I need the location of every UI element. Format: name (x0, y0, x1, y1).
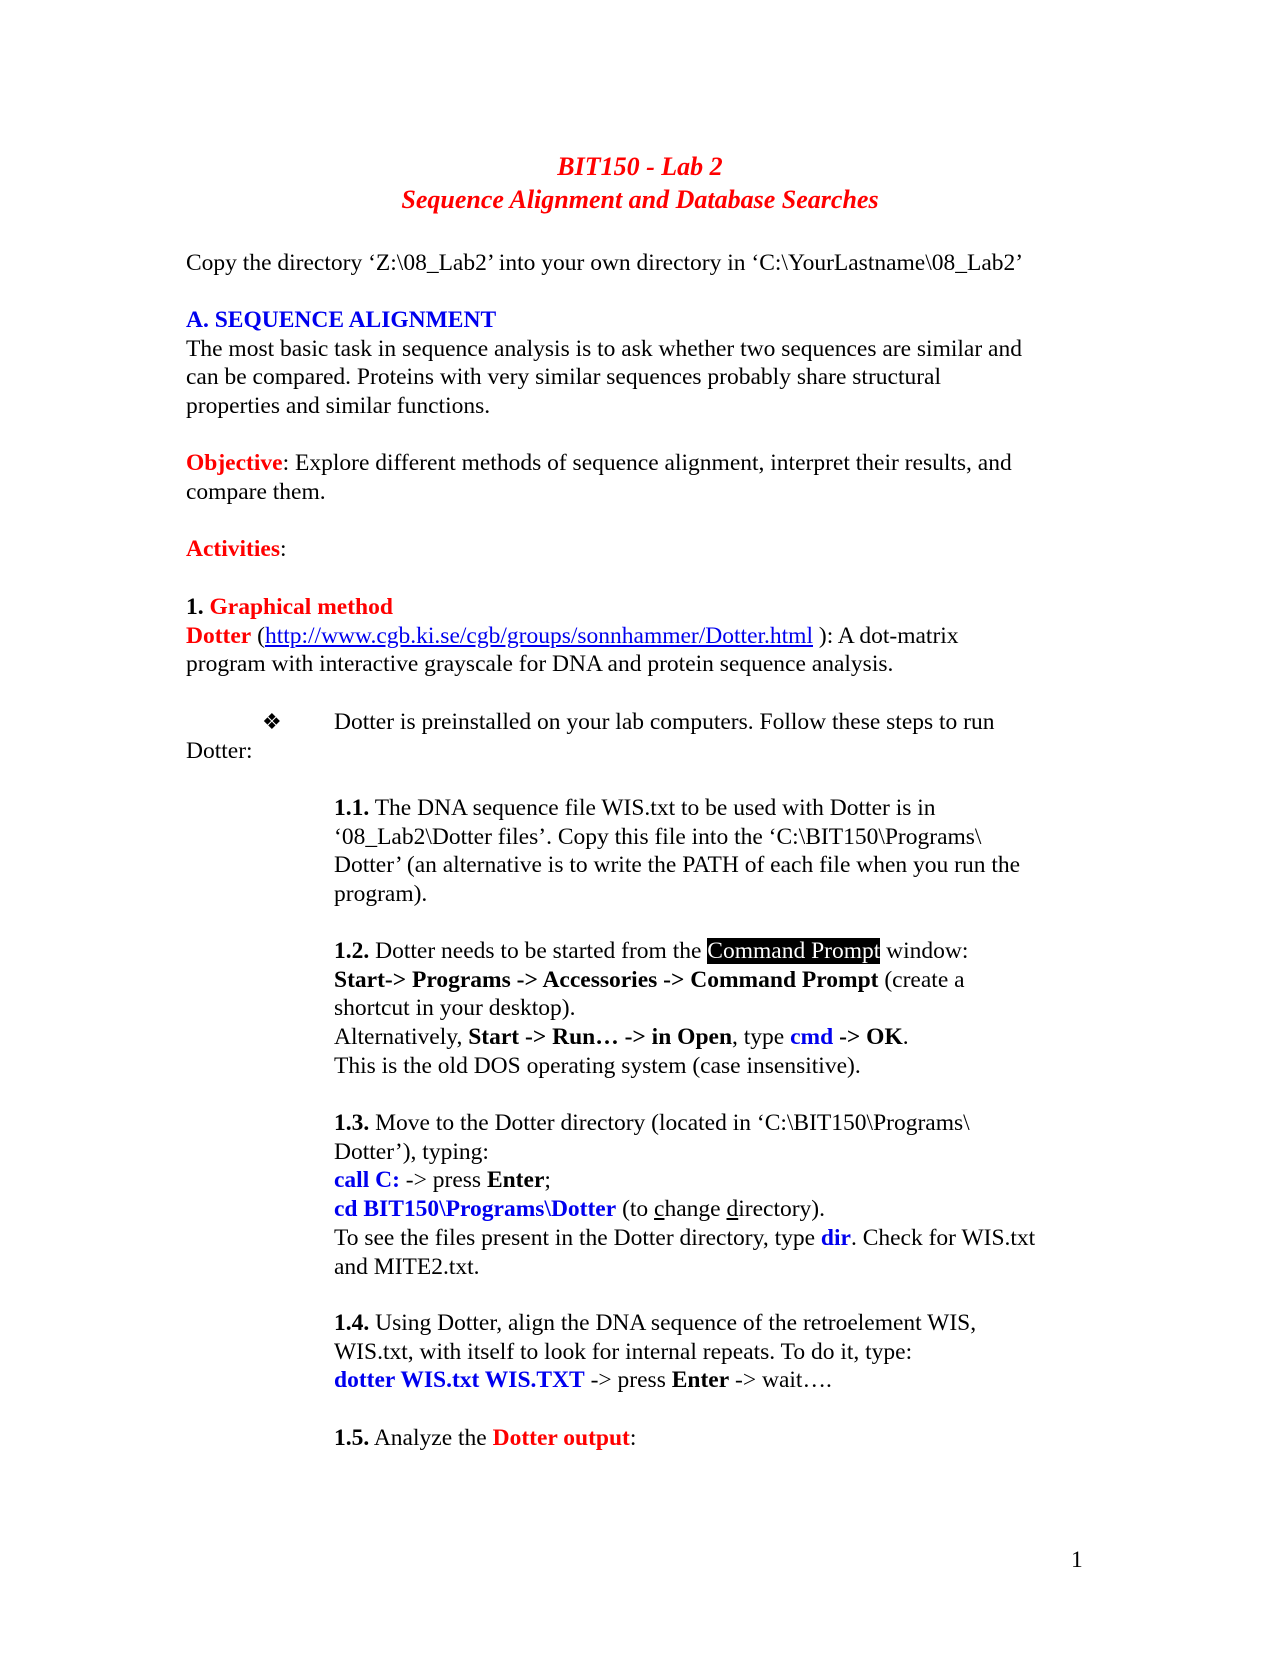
bullet-line-2: Dotter: (186, 738, 253, 764)
step-1-3-line-1: 1.3. Move to the Dotter directory (located in ‘C:\BIT150\Programs\ (334, 1110, 970, 1136)
objective (186, 449, 1012, 506)
graphical-method (186, 593, 959, 679)
step-1-1-line-1: 1.1. The DNA sequence file WIS.txt to be used with Dotter is in (334, 795, 936, 821)
objective-label: Objective (186, 450, 283, 476)
bullet-line-1: Dotter is preinstalled on your lab computers. Follow these steps to run (334, 709, 995, 735)
dotter-command: dotter WIS.txt WIS.TXT (334, 1367, 585, 1394)
step-1-2-line-5: This is the old DOS operating system (case insensitive). (334, 1052, 861, 1079)
step-1-4 (334, 1309, 976, 1395)
section-a (186, 306, 1022, 421)
step-1-2-line-3: shortcut in your desktop). (334, 995, 576, 1022)
step-1-2-line-4: Alternatively, Start -> Run… -> in Open, type cmd -> OK. (334, 1024, 909, 1051)
activities-label: Activities (186, 536, 280, 562)
step-1-2 (334, 937, 968, 1081)
step-1-3-line-4: cd BIT150\Programs\Dotter (to change directory). (334, 1196, 826, 1223)
step-1-1 (334, 794, 1020, 909)
cd-command: cd BIT150\Programs\Dotter (334, 1196, 617, 1223)
cmd-command: cmd (790, 1024, 834, 1051)
step-1-3-line-2: Dotter’), typing: (334, 1138, 489, 1165)
step-1-4-line-1: 1.4. Using Dotter, align the DNA sequence of the retroelement WIS, (334, 1310, 977, 1336)
page-number: 1 (1071, 1547, 1083, 1573)
section-a-line-2: can be compared. Proteins with very similar sequences probably share structural (186, 364, 942, 391)
title-line-1: BIT150 - Lab 2 (557, 152, 723, 181)
dotter-description-line-1: Dotter (http://www.cgb.ki.se/cgb/groups/sonnhammer/Dotter.html ): A dot-matrix (186, 622, 959, 649)
call-c-command: call C: (334, 1167, 400, 1194)
step-1-3-line-6: and MITE2.txt. (334, 1253, 480, 1280)
step-1-2-line-1: 1.2. Dotter needs to be started from the Command Prompt window: (334, 938, 969, 964)
objective-line-2: compare them. (186, 478, 326, 505)
intro-text: Copy the directory ‘Z:\08_Lab2’ into your own directory in ‘C:\YourLastname\08_Lab2’ (186, 250, 1024, 276)
section-a-line-3: properties and similar functions. (186, 393, 491, 420)
dir-command: dir (820, 1224, 851, 1251)
step-1-5: 1.5. Analyze the Dotter output: (334, 1425, 637, 1451)
step-1-2-line-2: Start-> Programs -> Accessories -> Command Prompt (create a (334, 966, 965, 993)
step-1-3-line-3: call C: -> press Enter; (334, 1167, 551, 1194)
step-1-1-line-4: program). (334, 881, 428, 908)
graphical-method-heading: 1. Graphical method (186, 594, 393, 620)
title-line-2: Sequence Alignment and Database Searches (401, 185, 879, 214)
step-1-4-line-3: dotter WIS.txt WIS.TXT -> press Enter -> wait…. (334, 1367, 832, 1394)
dotter-link[interactable]: http://www.cgb.ki.se/cgb/groups/sonnhammer/Dotter.html (264, 622, 813, 649)
dotter-output-label: Dotter output (492, 1425, 630, 1451)
step-1-1-line-2: ‘08_Lab2\Dotter files’. Copy this file into the ‘C:\BIT150\Programs\ (334, 823, 982, 850)
step-1-4-line-2: WIS.txt, with itself to look for internal repeats. To do it, type: (334, 1338, 913, 1365)
page-title (0, 150, 1280, 216)
dotter-description-line-2: program with interactive grayscale for DNA and protein sequence analysis. (186, 651, 894, 678)
step-1-3 (334, 1109, 1035, 1281)
section-a-line-1: The most basic task in sequence analysis is to ask whether two sequences are similar and (186, 335, 1022, 362)
section-a-heading: A. SEQUENCE ALIGNMENT (186, 307, 497, 333)
activities: Activities: (186, 536, 287, 562)
command-prompt-highlight: Command Prompt (707, 938, 881, 964)
bullet-diamond-icon: ❖ (262, 709, 282, 734)
step-1-1-line-3: Dotter’ (an alternative is to write the PATH of each file when you run the (334, 852, 1021, 879)
objective-line-1: Objective: Explore different methods of sequence alignment, interpret their results, and (186, 450, 1012, 476)
dotter-label: Dotter (186, 622, 252, 649)
step-1-3-line-5: To see the files present in the Dotter directory, type dir. Check for WIS.txt (334, 1224, 1036, 1251)
